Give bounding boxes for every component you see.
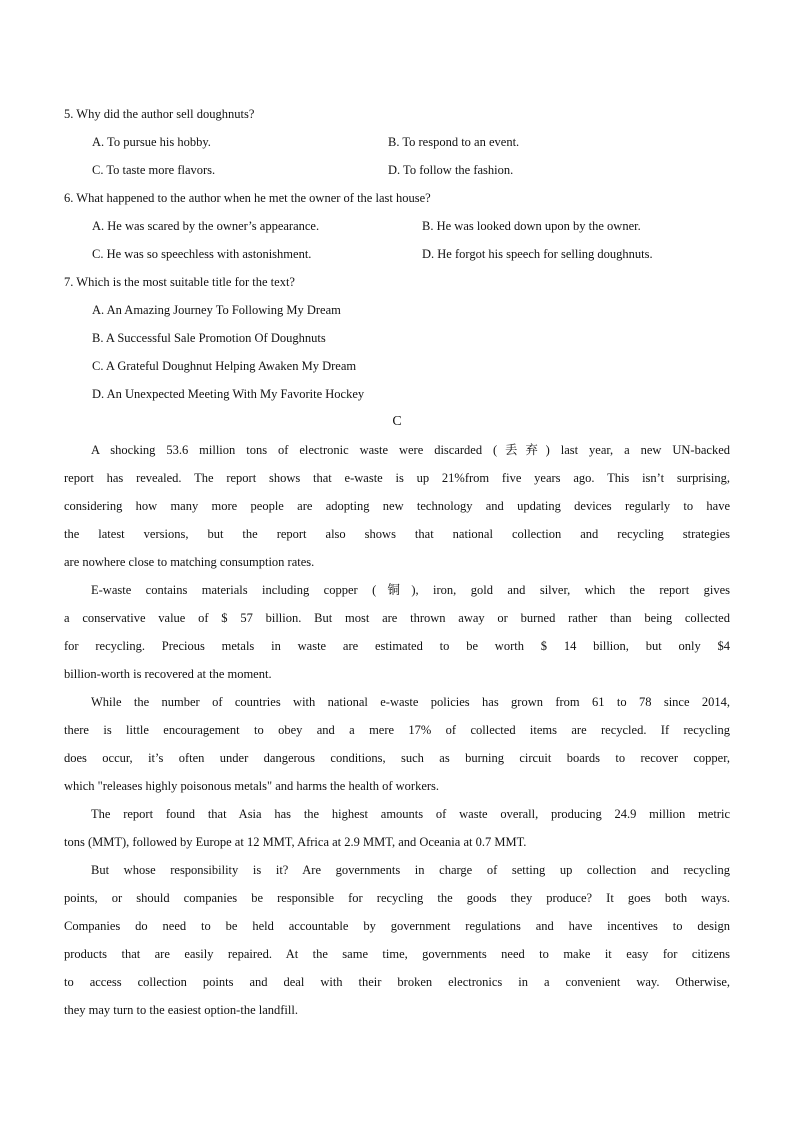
passage-line: report has revealed. The report shows that e-waste is up 21%from five years ago. This isn’t surprising,: [64, 471, 730, 485]
passage-line: does occur, it’s often under dangerous conditions, such as burning circuit boards to recover copper,: [64, 751, 730, 765]
passage-line: a conservative value of $ 57 billion. But most are thrown away or burned rather than being collected: [64, 611, 730, 625]
passage-line: A shocking 53.6 million tons of electronic waste were discarded (丢弃) last year, a new UN-backed: [91, 443, 730, 457]
question-7-stem: 7. Which is the most suitable title for the text?: [64, 275, 295, 289]
passage-line: tons (MMT), followed by Europe at 12 MMT, Africa at 2.9 MMT, and Oceania at 0.7 MMT.: [64, 835, 527, 849]
question-7-option-b: B. A Successful Sale Promotion Of Doughnuts: [92, 331, 326, 345]
passage-line: for recycling. Precious metals in waste are estimated to be worth $ 14 billion, but only $4: [64, 639, 730, 653]
question-6-option-a: A. He was scared by the owner’s appearance.: [92, 219, 320, 233]
question-7-option-c: C. A Grateful Doughnut Helping Awaken My Dream: [92, 359, 357, 373]
passage-line: billion-worth is recovered at the moment.: [64, 667, 272, 681]
passage-line: But whose responsibility is it? Are governments in charge of setting up collection and recycling: [91, 863, 730, 877]
question-6-stem: 6. What happened to the author when he met the owner of the last house?: [64, 191, 431, 205]
passage-line: the latest versions, but the report also shows that national collection and recycling strategies: [64, 527, 730, 541]
question-5-options-row-2: [64, 156, 730, 184]
passage-line: products that are easily repaired. At the same time, governments need to make it easy for citizens: [64, 947, 730, 961]
question-6-option-c: C. He was so speechless with astonishment.: [92, 247, 312, 261]
question-5-option-c: C. To taste more flavors.: [92, 163, 216, 177]
question-5-stem: 5. Why did the author sell doughnuts?: [64, 107, 255, 121]
document-page: [64, 100, 730, 1024]
passage-line: to access collection points and deal with their broken electronics in a convenient way. Otherwise,: [64, 975, 730, 989]
question-6-options-row-1: [64, 212, 730, 240]
question-6-option-d: D. He forgot his speech for selling doughnuts.: [422, 247, 653, 261]
question-5-option-a: A. To pursue his hobby.: [92, 135, 211, 149]
passage-line: there is little encouragement to obey and a mere 17% of collected items are recycled. If recycling: [64, 723, 730, 737]
question-7-option-a: A. An Amazing Journey To Following My Dream: [92, 303, 341, 317]
question-5-options-row-1: [64, 128, 730, 156]
question-5-option-b: B. To respond to an event.: [388, 135, 520, 149]
passage-line: considering how many more people are adopting new technology and updating devices regularly to have: [64, 499, 730, 513]
passage: [64, 436, 730, 1024]
question-6-options-row-2: [64, 240, 730, 268]
passage-line: they may turn to the easiest option-the landfill.: [64, 1003, 298, 1017]
passage-line: E-waste contains materials including copper (铜), iron, gold and silver, which the report gives: [91, 583, 730, 597]
section-label: C: [392, 414, 402, 429]
question-7-option-d: D. An Unexpected Meeting With My Favorite Hockey: [92, 387, 365, 401]
passage-line: points, or should companies be responsible for recycling the goods they produce? It goes both ways.: [64, 891, 730, 905]
passage-line: While the number of countries with national e-waste policies has grown from 61 to 78 since 2014,: [91, 695, 730, 709]
question-6-option-b: B. He was looked down upon by the owner.: [422, 219, 641, 233]
passage-line: which "releases highly poisonous metals" and harms the health of workers.: [64, 779, 440, 793]
passage-line: The report found that Asia has the highest amounts of waste overall, producing 24.9 million metric: [91, 807, 730, 821]
question-5-option-d: D. To follow the fashion.: [388, 163, 514, 177]
passage-line: Companies do need to be held accountable by government regulations and have incentives to design: [64, 919, 730, 933]
passage-line: are nowhere close to matching consumption rates.: [64, 555, 315, 569]
